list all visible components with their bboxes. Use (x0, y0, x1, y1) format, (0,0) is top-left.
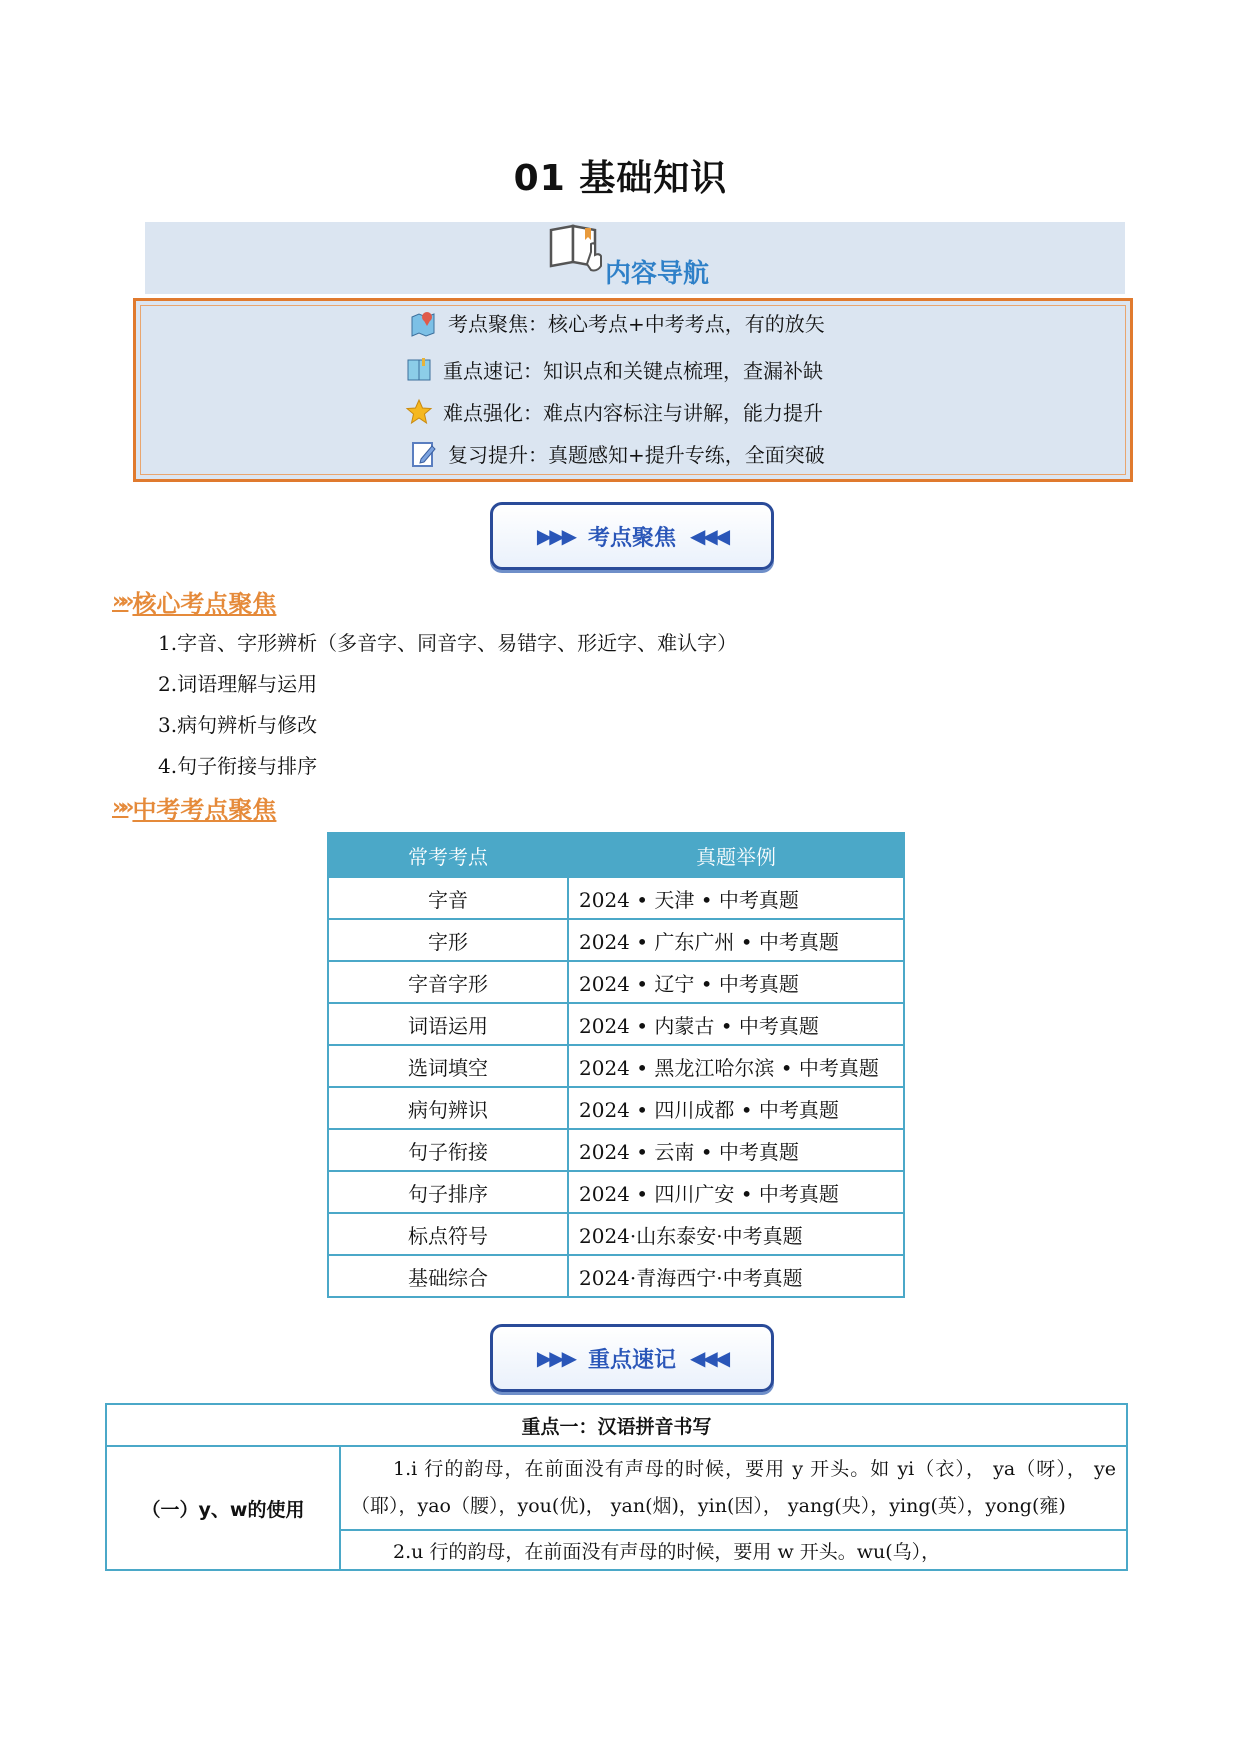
section-pill-focus (490, 502, 774, 570)
table-cell: 2024 • 内蒙古 • 中考真题 (568, 1003, 904, 1045)
table-cell: 字音字形 (328, 961, 568, 1003)
key-point-title: 重点一：汉语拼音书写 (106, 1404, 1127, 1446)
table-cell: 字音 (328, 877, 568, 919)
table-cell: 2024 • 云南 • 中考真题 (568, 1129, 904, 1171)
table-row (328, 1255, 904, 1297)
list-item: 3.病句辨析与修改 (158, 713, 318, 737)
table-cell: 病句辨识 (328, 1087, 568, 1129)
table-cell: 2024 • 黑龙江哈尔滨 • 中考真题 (568, 1045, 904, 1087)
table-cell: 选词填空 (328, 1045, 568, 1087)
list-item: 4.句子衔接与排序 (158, 754, 318, 778)
paragraph-text: 2.u 行的韵母，在前面没有声母的时候，要用 w 开头。wu(乌）， (393, 1541, 941, 1563)
pill-label: 考点聚焦 (587, 525, 676, 551)
table-row (328, 877, 904, 919)
table-row (328, 1171, 904, 1213)
table-row (328, 919, 904, 961)
arrow-left-icon: ◀◀◀ (690, 524, 728, 548)
column-header: 真题举例 (568, 833, 904, 877)
table-cell: 基础综合 (328, 1255, 568, 1297)
nav-row-text: 难点强化：难点内容标注与讲解，能力提升 (443, 401, 823, 425)
exam-table (327, 832, 905, 1298)
table-cell: 2024 • 辽宁 • 中考真题 (568, 961, 904, 1003)
nav-row-text: 重点速记：知识点和关键点梳理，查漏补缺 (443, 359, 823, 383)
arrow-right-icon: ▶▶▶ (536, 524, 574, 548)
double-chevron-icon: »» (112, 589, 129, 614)
nav-row-text: 复习提升：真题感知+提升专练，全面突破 (448, 443, 825, 467)
key-point-paragraph (340, 1530, 1127, 1570)
section-pill-notes (490, 1324, 774, 1392)
nav-title: 内容导航 (605, 259, 710, 289)
table-row (328, 1213, 904, 1255)
double-chevron-icon: »» (112, 795, 129, 820)
exam-heading (112, 790, 276, 825)
nav-row-review (410, 439, 825, 468)
book-icon (405, 356, 433, 384)
arrow-right-icon: ▶▶▶ (536, 1346, 574, 1370)
arrow-left-icon: ◀◀◀ (690, 1346, 728, 1370)
star-icon (405, 398, 433, 426)
paragraph-text: 1.i 行的韵母，在前面没有声母的时候，要用 y 开头。如 yi（衣）， ya（呀）， ye（耶），yao（腰），you(优)， yan(烟)，yin(因）， yang(央），ying(英），yong(雍) (351, 1458, 1116, 1517)
table-row (328, 1045, 904, 1087)
table-cell: 2024 • 四川成都 • 中考真题 (568, 1087, 904, 1129)
exam-heading-text: 中考考点聚焦 (132, 796, 277, 824)
table-row (328, 1087, 904, 1129)
list-item: 2.词语理解与运用 (158, 672, 318, 696)
table-row (328, 1003, 904, 1045)
table-row (328, 1129, 904, 1171)
key-point-paragraph (340, 1446, 1127, 1530)
table-cell: 句子排序 (328, 1171, 568, 1213)
table-cell: 2024 • 天津 • 中考真题 (568, 877, 904, 919)
book-pointer-icon (547, 222, 607, 274)
key-point-table (105, 1403, 1128, 1571)
table-row (328, 961, 904, 1003)
key-point-subtitle: （一）y、w的使用 (106, 1446, 340, 1570)
table-cell: 2024·青海西宁·中考真题 (568, 1255, 904, 1297)
core-heading (112, 584, 276, 619)
table-cell: 2024·山东泰安·中考真题 (568, 1213, 904, 1255)
table-cell: 词语运用 (328, 1003, 568, 1045)
table-cell: 标点符号 (328, 1213, 568, 1255)
pill-label: 重点速记 (587, 1347, 676, 1373)
edit-icon (410, 440, 438, 468)
column-header: 常考考点 (328, 833, 568, 877)
nav-row-notes (405, 355, 823, 384)
list-item: 1.字音、字形辨析（多音字、同音字、易错字、形近字、难认字） (158, 631, 738, 655)
page-title: 01 基础知识 (513, 158, 728, 199)
core-heading-text: 核心考点聚焦 (132, 590, 277, 618)
map-pin-icon (410, 309, 438, 337)
table-cell: 2024 • 四川广安 • 中考真题 (568, 1171, 904, 1213)
table-cell: 2024 • 广东广州 • 中考真题 (568, 919, 904, 961)
nav-row-focus (410, 308, 825, 337)
nav-row-difficult (405, 397, 823, 426)
table-cell: 句子衔接 (328, 1129, 568, 1171)
table-cell: 字形 (328, 919, 568, 961)
nav-row-text: 考点聚焦：核心考点+中考考点，有的放矢 (448, 312, 825, 336)
